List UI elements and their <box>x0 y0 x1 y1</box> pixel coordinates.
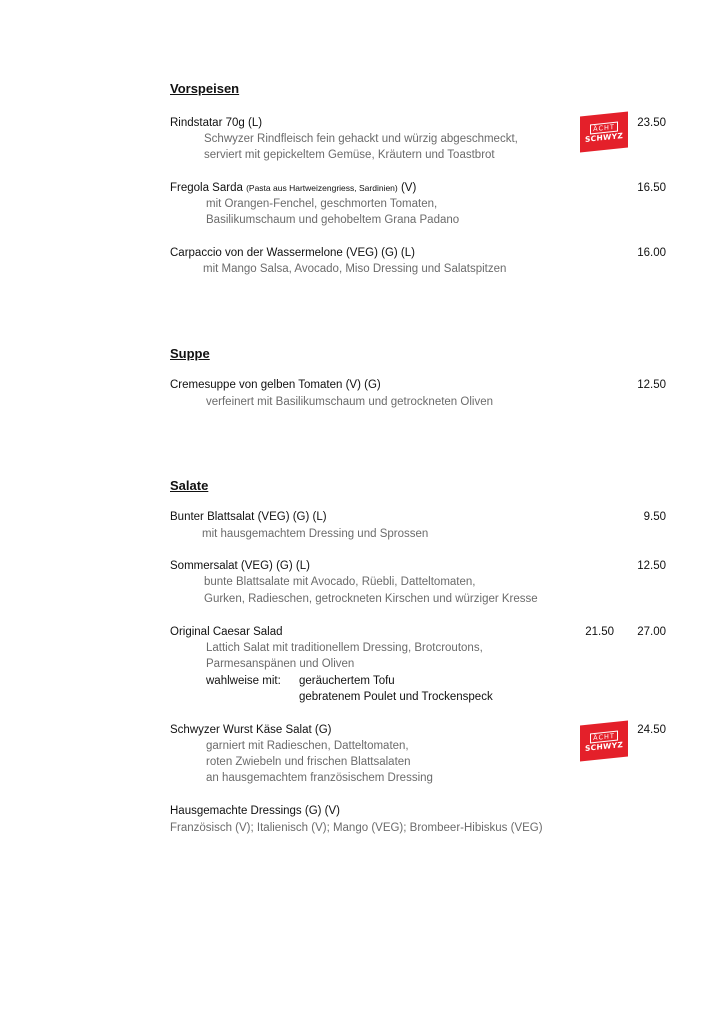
badge-line1: ÄCHT <box>590 121 618 134</box>
badge-line1: ÄCHT <box>590 730 618 743</box>
caesar-choice-label: wahlweise mit: <box>206 675 281 687</box>
item-desc-wurstsalat-3: an hausgemachtem französischem Dressing <box>206 772 433 784</box>
item-title-sommersalat: Sommersalat (VEG) (G) (L) <box>170 560 310 572</box>
item-price-carpaccio: 16.00 <box>637 247 666 259</box>
item-desc-sommersalat-1: bunte Blattsalate mit Avocado, Rüebli, Datteltomaten, <box>204 576 476 588</box>
item-price-caesar-small: 21.50 <box>585 626 614 638</box>
item-price-blattsalat: 9.50 <box>643 511 666 523</box>
section-heading-salate: Salate <box>170 478 209 493</box>
item-title-fregola <box>170 182 416 194</box>
item-title-cremesuppe: Cremesuppe von gelben Tomaten (V) (G) <box>170 379 381 391</box>
item-desc-carpaccio-1: mit Mango Salsa, Avocado, Miso Dressing und Salatspitzen <box>203 263 507 275</box>
item-desc-rindstatar-2: serviert mit gepickeltem Gemüse, Kräutern und Toastbrot <box>204 149 495 161</box>
item-desc-caesar-1: Lattich Salat mit traditionellem Dressing, Brotcroutons, <box>206 642 483 654</box>
item-desc-sommersalat-2: Gurken, Radieschen, getrockneten Kirschen und würziger Kresse <box>204 593 538 605</box>
item-desc-dressings-1: Französisch (V); Italienisch (V); Mango (VEG); Brombeer-Hibiskus (VEG) <box>170 822 543 834</box>
item-desc-caesar-2: Parmesanspänen und Oliven <box>206 658 355 670</box>
item-desc-fregola-2: Basilikumschaum und gehobeltem Grana Padano <box>206 214 460 226</box>
item-title-wurstsalat: Schwyzer Wurst Käse Salat (G) <box>170 724 332 736</box>
item-title-blattsalat: Bunter Blattsalat (VEG) (G) (L) <box>170 511 327 523</box>
section-heading-suppe: Suppe <box>170 346 210 361</box>
item-desc-fregola-1: mit Orangen-Fenchel, geschmorten Tomaten, <box>206 198 438 210</box>
item-title-dressings: Hausgemachte Dressings (G) (V) <box>170 805 340 817</box>
caesar-choice-1: geräuchertem Tofu <box>299 675 395 687</box>
item-title-fregola-note: (Pasta aus Hartweizengriess, Sardinien) <box>246 183 398 193</box>
section-heading-vorspeisen: Vorspeisen <box>170 81 240 96</box>
item-price-rindstatar: 23.50 <box>637 117 666 129</box>
item-title-fregola-name: Fregola Sarda <box>170 182 243 194</box>
badge-line2: SCHWYZ <box>584 130 624 144</box>
item-price-cremesuppe: 12.50 <box>637 379 666 391</box>
caesar-choice-2: gebratenem Poulet und Trockenspeck <box>299 691 493 703</box>
item-desc-cremesuppe-1: verfeinert mit Basilikumschaum und getrockneten Oliven <box>206 396 493 408</box>
item-price-fregola: 16.50 <box>637 182 666 194</box>
item-title-rindstatar: Rindstatar 70g (L) <box>170 117 263 129</box>
item-title-caesar: Original Caesar Salad <box>170 626 283 638</box>
item-desc-rindstatar-1: Schwyzer Rindfleisch fein gehackt und würzig abgeschmeckt, <box>204 133 518 145</box>
item-price-sommersalat: 12.50 <box>637 560 666 572</box>
badge-line2: SCHWYZ <box>584 739 624 753</box>
item-desc-blattsalat-1: mit hausgemachtem Dressing und Sprossen <box>202 528 429 540</box>
item-desc-wurstsalat-1: garniert mit Radieschen, Datteltomaten, <box>206 740 409 752</box>
item-title-carpaccio: Carpaccio von der Wassermelone (VEG) (G) (L) <box>170 247 415 259</box>
item-price-caesar-large: 27.00 <box>637 626 666 638</box>
item-price-wurstsalat: 24.50 <box>637 724 666 736</box>
item-desc-wurstsalat-2: roten Zwiebeln und frischen Blattsalaten <box>206 756 411 768</box>
item-title-fregola-suffix: (V) <box>400 182 417 194</box>
